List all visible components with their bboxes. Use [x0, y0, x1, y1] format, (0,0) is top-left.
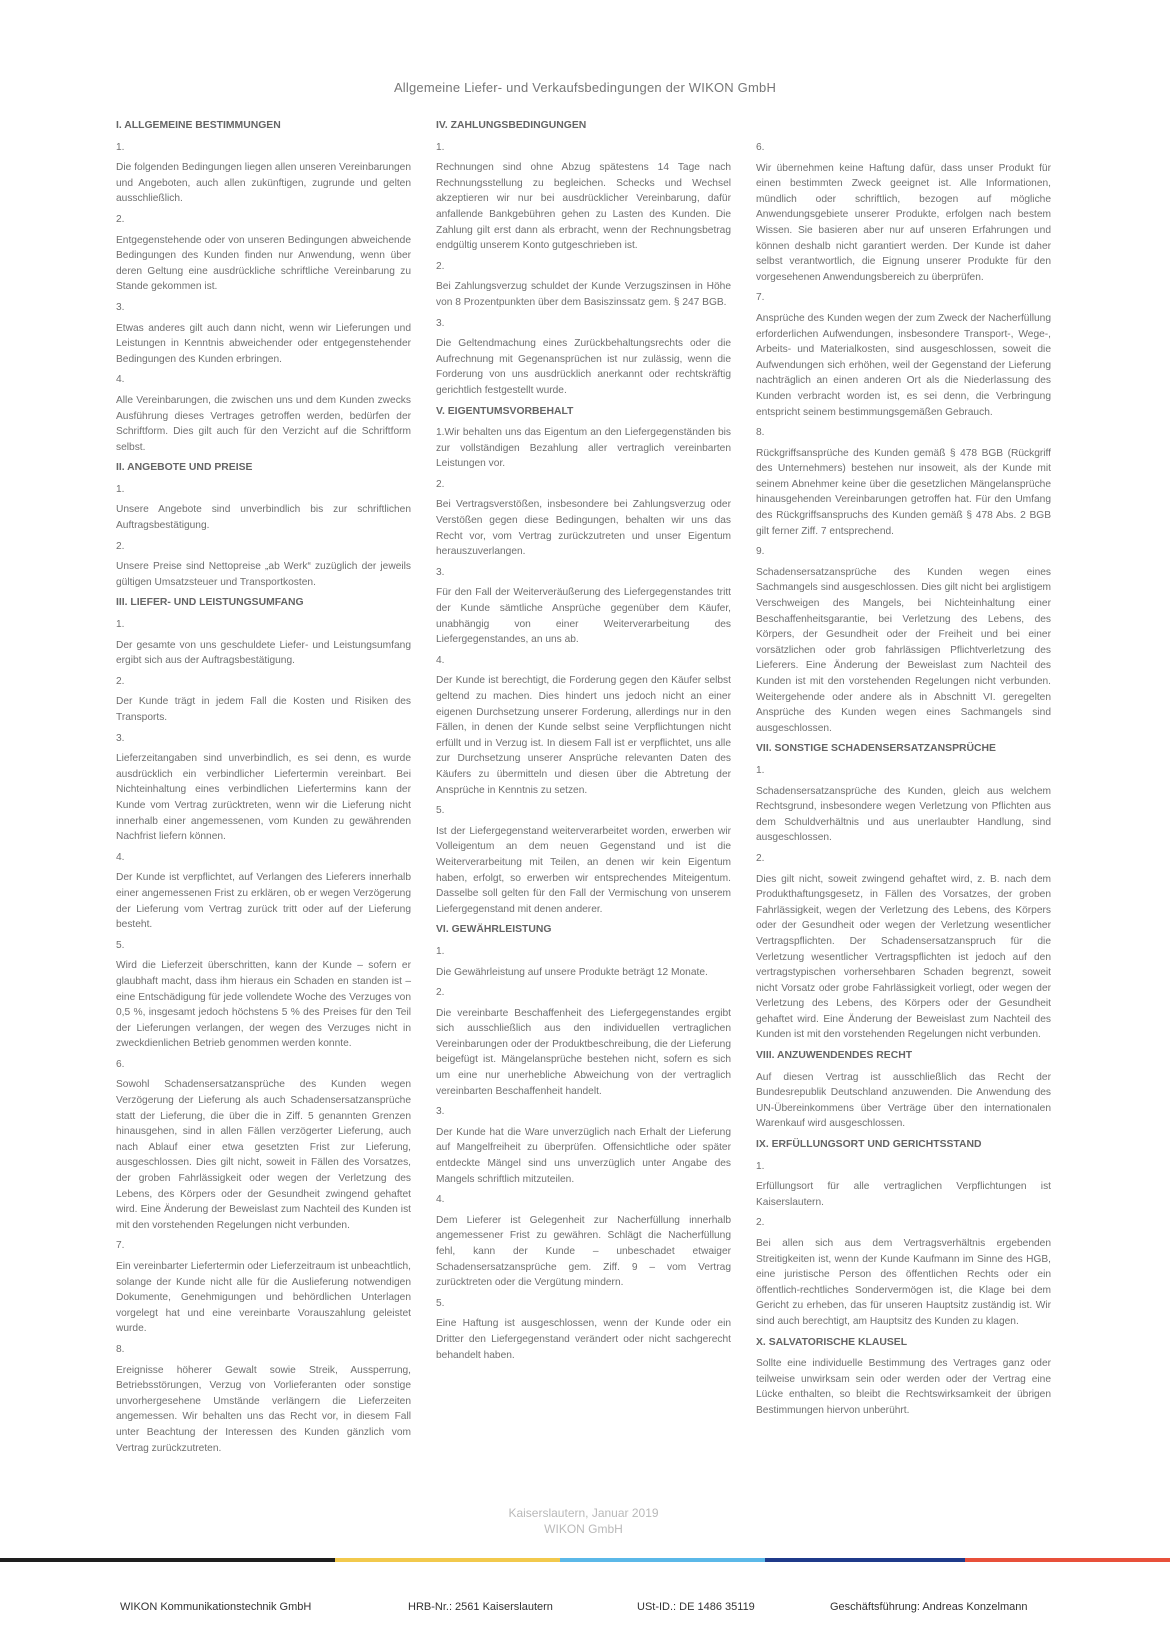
- clause-number: 2.: [756, 1217, 765, 1229]
- section-heading: VIII. ANZUWENDENDES RECHT: [756, 1050, 913, 1062]
- clause-text: Ein vereinbarter Liefertermin oder Lieferzeitraum ist unbeachtlich, solange der Kunde nicht alle für die Auslieferung notwendigen Dokumente, Genehmigungen und behördlichen Unterlagen vorgelegt hat und eine vereinbarte Vorauszahlung geleistet wurde.: [116, 1261, 412, 1335]
- clause-text: Ist der Liefergegenstand weiterverarbeitet worden, erwerben wir Volleigentum an dem neuen Gegenstand und ist die Weiterverarbeitung mit Teilen, an denen wir kein Eigentum haben, erfolgt, so erwerben wir entsprechendes Miteigentum. Dasselbe soll gelten für den Fall der Vermischung von unserem Liefergegenstand mit denen anderer.: [436, 825, 731, 915]
- clause-text: Die Geltendmachung eines Zurückbehaltungsrechts oder die Aufrechnung mit Gegenansprüchen ist nur zulässig, wenn die Forderung von uns ausdrücklich anerkannt oder rechtskräftig gerichtlich festgestellt wurde.: [436, 338, 731, 396]
- clause-text: Lieferzeitangaben sind unverbindlich, es sei denn, es wurde ausdrücklich ein verbindlicher Liefertermin vereinbart. Bei Nichteinhaltung eines verbindlichen Liefertermins kann der Kunde vom Vertrag zurücktreten, wenn wir die Lieferung nicht innerhalb einer angemessenen, vom Kunden zu gewährenden Nachfrist liefern können.: [116, 753, 411, 843]
- clause-text: Ereignisse höherer Gewalt sowie Streik, Aussperrung, Betriebsstörungen, Verzug von Vorlieferanten oder sonstige unvorhergesehene Umstände verlängern die Lieferzeiten angemessen. Wir behalten uns das Recht vor, in diesem Fall unter Beachtung der Interessen des Kunden gänzlich vom Vertrag zurückzutreten.: [116, 1364, 411, 1454]
- clause-number: 1.: [436, 141, 445, 153]
- clause-text: Der Kunde ist verpflichtet, auf Verlangen des Lieferers innerhalb einer angemessenen Frist zu erklären, ob er wegen Verzögerung der Lieferung vom Vertrag zurück tritt oder auf der Lieferung besteht.: [116, 872, 411, 931]
- color-stripe-segment: [560, 1558, 765, 1562]
- section-heading: I. ALLGEMEINE BESTIMMUNGEN: [116, 120, 281, 131]
- clause-text: Auf diesen Vertrag ist ausschließlich das Recht der Bundesrepublik Deutschland anzuwenden. Die Anwendung des UN-Übereinkommens über Verträge über den internationalen Warenkauf wird ausgeschlossen.: [756, 1071, 1051, 1130]
- clause-number: 7.: [756, 292, 765, 304]
- section-heading: IX. ERFÜLLUNGSORT UND GERICHTSSTAND: [756, 1139, 982, 1151]
- color-stripe-segment: [335, 1558, 560, 1562]
- clause-number: 4.: [436, 1194, 445, 1206]
- clause-number: 5.: [116, 939, 125, 951]
- clause-number: 3.: [436, 317, 445, 329]
- clause-number: 6.: [756, 142, 765, 153]
- signoff: [436, 1505, 731, 1537]
- column-left: [116, 118, 411, 1461]
- clause-text: Bei allen sich aus dem Vertragsverhältnis ergebenden Streitigkeiten ist, wenn der Kunde Kaufmann im Sinne des HGB, eine juristische Person des öffentlichen Rechts oder ein öffentlich-rechtliches Sondervermögen ist, die Klage bei dem Gericht zu erheben, das für unseren Hauptsitz zuständig ist. Wir sind auch berechtigt, am Hauptsitz des Kunden zu klagen.: [756, 1238, 1051, 1327]
- clause-number: 8.: [756, 427, 765, 439]
- clause-text: Unsere Preise sind Nettopreise „ab Werk“ zuzüglich der jeweils gültigen Umsatzsteuer und Transportkosten.: [116, 561, 411, 588]
- clause-number: 3.: [116, 732, 125, 744]
- clause-number: 6.: [116, 1058, 125, 1070]
- clause-number: 1.: [756, 764, 765, 776]
- clause-number: 2.: [116, 540, 125, 552]
- clause-number: 7.: [116, 1240, 125, 1252]
- section-heading: V. EIGENTUMSVORBEHALT: [436, 405, 574, 417]
- clause-number: 1.: [116, 141, 125, 153]
- clause-number: 2.: [116, 675, 125, 687]
- clause-text: Ansprüche des Kunden wegen der zum Zweck der Nacherfüllung erforderlichen Aufwendungen, insbesondere Transport-, Wege-, Arbeits- und Materialkosten, sind ausgeschlossen, soweit die Aufwendungen sich erhöhen, weil der Gegenstand der Lieferung nachträglich an einen anderen Ort als die Niederlassung des Kunden verbracht worden ist, es sei denn, die Verbringung entspricht seinem bestimmungsgemäßen Gebrauch.: [756, 312, 1051, 418]
- clause-number: 5.: [436, 805, 445, 817]
- document-title: Allgemeine Liefer- und Verkaufsbedingungen der WIKON GmbH: [393, 80, 777, 95]
- section-heading: X. SALVATORISCHE KLAUSEL: [756, 1336, 908, 1348]
- clause-text: Wir übernehmen keine Haftung dafür, dass unser Produkt für einen bestimmten Zweck geeignet ist. Alle Informationen, mündlich oder schriftlich, bezogen auf mögliche Anwendungsgebiete unserer Produkte, erfolgen nach bestem Wissen. Sie basieren aber nur auf unseren Erfahrungen und können deshalb nicht garantiert werden. Der Kunde ist daher selbst verantwortlich, die Eignung unserer Produkte für den vorgesehenen Anwendungsbereich zu überprüfen.: [756, 162, 1051, 283]
- clause-text: Die vereinbarte Beschaffenheit des Liefergegenstandes ergibt sich ausschließlich aus den individuellen vertraglichen Vereinbarungen oder der Produktbeschreibung, die der Lieferung beigefügt ist. Mängelansprüche bestehen nicht, sofern es sich um eine nur unerhebliche Abweichung von der vertraglich vereinbarten Beschaffenheit handelt.: [436, 1007, 731, 1097]
- signoff-place-date: Kaiserslautern, Januar 2019: [508, 1506, 659, 1520]
- color-stripe-segment: [0, 1558, 335, 1562]
- clause-text: 1.Wir behalten uns das Eigentum an den Liefergegenständen bis zur vollständigen Bezahlung aller vertraglich vereinbarten Leistungen vor.: [436, 427, 731, 470]
- clause-number: 1.: [116, 619, 125, 631]
- clause-text: Die folgenden Bedingungen liegen allen unseren Vereinbarungen und Angeboten, auch allen zukünftigen, zugrunde und gelten ausschließlich.: [116, 162, 411, 205]
- clause-text: Der gesamte von uns geschuldete Liefer- und Leistungsumfang ergibt sich aus der Auftragsbestätigung.: [116, 639, 411, 667]
- clause-text: Für den Fall der Weiterveräußerung des Liefergegenstandes tritt der Kunde sämtliche Ansprüche gegenüber dem Käufer, unabhängig von einer Weiterverarbeitung des Liefergegenstandes, an uns ab.: [436, 587, 731, 646]
- clause-number: 2.: [116, 213, 125, 225]
- footer-management: Geschäftsführung: Andreas Konzelmann: [830, 1601, 1028, 1613]
- color-stripe-segment: [965, 1558, 1170, 1562]
- clause-number: 3.: [436, 1106, 445, 1118]
- clause-text: Schadensersatzansprüche des Kunden wegen eines Sachmangels sind ausgeschlossen. Dies gilt nicht bei arglistigem Verschweigen des Mangels, bei Nichteinhaltung einer Beschaffenheitsgarantie, bei Verletzung des Lebens, des Körpers, der Gesundheit oder der Freiheit und bei einer vorsätzlichen oder grob fahrlässigen Pflichtverletzung des Lieferers. Eine Änderung der Beweislast zum Nachteil des Kunden ist mit den vorstehenden Regelungen nicht verbunden. Weitergehende oder andere als in Abschnitt VI. geregelten Ansprüche des Kunden wegen eines Sachmangels sind ausgeschlossen.: [756, 566, 1051, 734]
- column-middle: [436, 118, 731, 1368]
- clause-text: Sollte eine individuelle Bestimmung des Vertrages ganz oder teilweise unwirksam sein oder werden oder der Vertrag eine Lücke enthalten, so bleibt die Rechtswirksamkeit der übrigen Bestimmungen hiervon unberührt.: [756, 1358, 1051, 1416]
- clause-text: Eine Haftung ist ausgeschlossen, wenn der Kunde oder ein Dritter den Liefergegenstand verändert oder nicht sachgerecht behandelt haben.: [436, 1318, 731, 1361]
- color-stripe-segment: [765, 1558, 965, 1562]
- clause-number: 1.: [436, 945, 445, 957]
- clause-text: Wird die Lieferzeit überschritten, kann der Kunde – sofern er glaubhaft macht, dass ihm hieraus ein Schaden en standen ist – eine Entschädigung für jede vollendete Woche des Verzuges von 0,5 %, insgesamt jedoch höchstens 5 % des Preises für den Teil der Lieferungen verlangen, der wegen des Verzuges nicht in zweckdienlichen Betrieb genommen werden konnte.: [116, 960, 411, 1050]
- clause-number: 8.: [116, 1343, 125, 1355]
- column-right: [756, 140, 1051, 1424]
- clause-number: 4.: [116, 851, 125, 863]
- clause-text: Bei Zahlungsverzug schuldet der Kunde Verzugszinsen in Höhe von 8 Prozentpunkten über dem Basiszinssatz gem. § 247 BGB.: [436, 281, 731, 308]
- clause-text: Erfüllungsort für alle vertraglichen Verpflichtungen ist Kaiserslautern.: [756, 1181, 1051, 1208]
- section-heading: III. LIEFER- UND LEISTUNGSUMFANG: [116, 597, 304, 609]
- clause-text: Alle Vereinbarungen, die zwischen uns und dem Kunden zwecks Ausführung dieses Vertrages getroffen werden, bedürfen der Schriftform. Dies gilt auch für den Verzicht auf die Schriftform selbst.: [116, 394, 411, 453]
- clause-text: Entgegenstehende oder von unseren Bedingungen abweichende Bedingungen des Kunden finden nur Anwendung, wenn über deren Geltung eine ausdrückliche schriftliche Vereinbarung zu Stande gekommen ist.: [116, 234, 411, 293]
- clause-number: 4.: [116, 374, 125, 386]
- footer-ust-id: USt-ID.: DE 1486 35119: [637, 1601, 755, 1613]
- clause-number: 2.: [436, 987, 445, 999]
- clause-text: Rechnungen sind ohne Abzug spätestens 14 Tage nach Rechnungsstellung zu begleichen. Schecks und Wechsel akzeptieren wir nur bei ausdrücklicher Vereinbarung, dafür anfallende Bankgebühren gehen zu Lasten des Kunden. Die Zahlung gilt erst dann als erbracht, wenn der Rechnungsbetrag endgültig unserem Konto gutgeschrieben ist.: [436, 162, 731, 252]
- clause-number: 4.: [436, 654, 445, 666]
- clause-text: Schadensersatzansprüche des Kunden, gleich aus welchem Rechtsgrund, insbesondere wegen Verletzung von Pflichten aus dem Schuldverhältnis und aus unerlaubter Handlung, sind ausgeschlossen.: [756, 785, 1051, 844]
- clause-number: 3.: [436, 566, 445, 578]
- section-heading: VII. SONSTIGE SCHADENSERSATZANSPRÜCHE: [756, 743, 996, 755]
- clause-number: 5.: [436, 1297, 445, 1309]
- clause-text: Dem Lieferer ist Gelegenheit zur Nacherfüllung innerhalb angemessener Frist zu gewähren. Schlägt die Nacherfüllung fehl, kann der Kunde – unbeschadet etwaiger Schadensersatzansprüche gem. Ziff. 9 – vom Vertrag zurücktreten oder die Vergütung mindern.: [436, 1214, 731, 1289]
- clause-text: Dies gilt nicht, soweit zwingend gehaftet wird, z. B. nach dem Produkthaftungsgesetz, in Fällen des Vorsatzes, der groben Fahrlässigkeit, wegen der Verletzung des Lebens, des Körpers oder der Gesundheit oder wegen der Verletzung wesentlicher Vertragspflichten. Der Schadensersatzanspruch für die Verletzung wesentlicher Vertragspflichten ist jedoch auf den vertragstypischen vorhersehbaren Schaden begrenzt, soweit nicht Vorsatz oder grobe Fahrlässigkeit vorliegt, oder wegen der Verletzung des Lebens, des Körpers oder der Gesundheit gehaftet wird. Eine Änderung der Beweislast zum Nachteil des Kunden ist mit den vorstehenden Regelungen nicht verbunden.: [756, 873, 1051, 1041]
- section-heading: IV. ZAHLUNGSBEDINGUNGEN: [436, 120, 587, 131]
- clause-number: 2.: [756, 852, 765, 864]
- clause-text: Etwas anderes gilt auch dann nicht, wenn wir Lieferungen und Leistungen in Kenntnis abweichender oder entgegenstehender Bedingungen des Kunden erbringen.: [116, 322, 411, 365]
- clause-text: Bei Vertragsverstößen, insbesondere bei Zahlungsverzug oder Verstößen gegen diese Bedingungen, behalten wir uns das Recht vor, vom Vertrag zurückzutreten und unser Eigentum herauszuverlangen.: [436, 499, 731, 558]
- section-heading: II. ANGEBOTE UND PREISE: [116, 462, 253, 474]
- clause-text: Rückgriffsansprüche des Kunden gemäß § 478 BGB (Rückgriff des Unternehmers) bestehen nur insoweit, als der Kunde mit seinem Abnehmer keine über die gesetzlichen Mängelansprüche hinausgehenden Vereinbarungen getroffen hat. Für den Umfang des Rückgriffsanspruchs des Kunden gemäß § 478 Abs. 2 BGB gilt ferner Ziff. 7 entsprechend.: [756, 447, 1051, 537]
- signoff-company: WIKON GmbH: [544, 1522, 623, 1536]
- clause-text: Der Kunde ist berechtigt, die Forderung gegen den Käufer selbst geltend zu machen. Dies hindert uns jedoch nicht an einer eigenen Durchsetzung unserer Forderung, allerdings nur in den Fällen, in denen der Kunde selbst seine Verpflichtungen nicht erfüllt und in Verzug ist. In diesem Fall ist er verpflichtet, uns alle zur Durchsetzung unserer Ansprüche relevanten Daten des Käufers zu übermitteln und diesen über die Abtretung der Ansprüche in Kenntnis zu setzen.: [436, 675, 731, 796]
- clause-text: Der Kunde hat die Ware unverzüglich nach Erhalt der Lieferung auf Mangelfreiheit zu überprüfen. Offensichtliche oder später entdeckte Mängel sind uns unverzüglich unter Angabe des Mangels schriftlich mitzuteilen.: [436, 1126, 731, 1185]
- footer-company: WIKON Kommunikationstechnik GmbH: [120, 1601, 312, 1613]
- clause-text: Sowohl Schadensersatzansprüche des Kunden wegen Verzögerung der Lieferung als auch Schadensersatzansprüche statt der Lieferung, die über die in Ziff. 5 genannten Grenzen hinausgehen, sind in allen Fällen verzögerter Lieferung, auch nach Ablauf einer etwa gesetzten Frist zur Lieferung, ausgeschlossen. Dies gilt nicht, soweit in Fällen des Vorsatzes, der groben Fahrlässigkeit oder wegen der Verletzung des Lebens, des Körpers oder der Gesundheit zwingend gehaftet wird. Eine Änderung der Beweislast zum Nachteil des Kunden ist mit den vorstehenden Regelungen nicht verbunden.: [116, 1079, 411, 1231]
- clause-number: 1.: [116, 483, 125, 495]
- clause-number: 2.: [436, 260, 445, 272]
- clause-number: 2.: [436, 478, 445, 490]
- clause-number: 9.: [756, 546, 765, 558]
- clause-text: Unsere Angebote sind unverbindlich bis zur schriftlichen Auftragsbestätigung.: [116, 504, 411, 532]
- clause-text: Die Gewährleistung auf unsere Produkte beträgt 12 Monate.: [436, 966, 708, 978]
- footer-hrb: HRB-Nr.: 2561 Kaiserslautern: [408, 1601, 553, 1613]
- section-heading: VI. GEWÄHRLEISTUNG: [436, 924, 552, 936]
- clause-number: 1.: [756, 1160, 765, 1172]
- clause-text: Der Kunde trägt in jedem Fall die Kosten und Risiken des Transports.: [116, 696, 411, 723]
- clause-number: 3.: [116, 301, 125, 313]
